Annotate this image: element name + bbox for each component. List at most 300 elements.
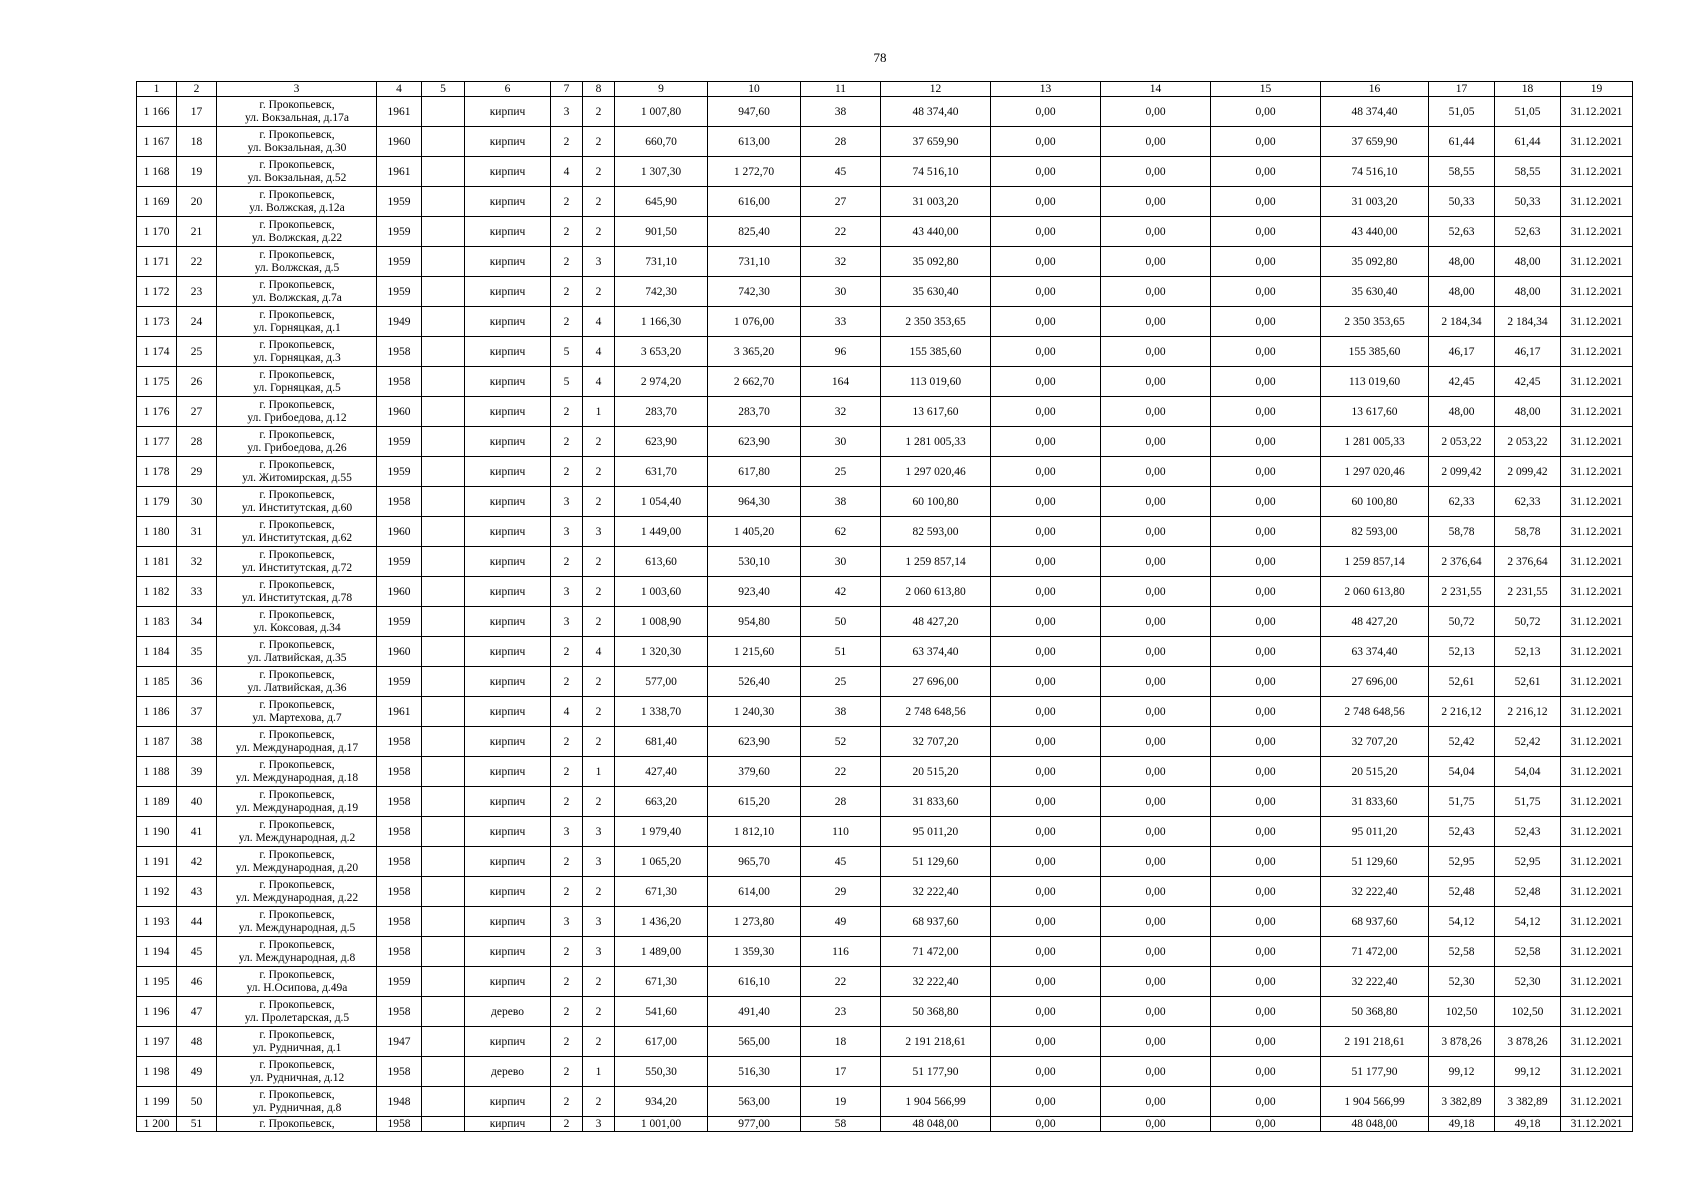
floors-cell: 2 xyxy=(551,1117,583,1132)
column-5-cell xyxy=(422,1057,465,1087)
record-number-cell: 1 190 xyxy=(137,817,177,847)
record-number-cell: 1 185 xyxy=(137,667,177,697)
address-cell xyxy=(217,547,377,577)
record-number-cell: 1 178 xyxy=(137,457,177,487)
column-15-cell: 0,00 xyxy=(1211,877,1321,907)
column-14-cell: 0,00 xyxy=(1101,187,1211,217)
local-number-cell: 29 xyxy=(177,457,217,487)
floors-cell: 3 xyxy=(551,97,583,127)
table-row xyxy=(137,187,1633,217)
wall-material-cell: дерево xyxy=(465,997,551,1027)
entrances-cell: 2 xyxy=(583,997,615,1027)
column-17-cell: 52,63 xyxy=(1429,217,1495,247)
record-number-cell: 1 175 xyxy=(137,367,177,397)
table-row xyxy=(137,307,1633,337)
total-area-cell: 1 449,00 xyxy=(615,517,708,547)
local-number-cell: 49 xyxy=(177,1057,217,1087)
column-15-cell: 0,00 xyxy=(1211,637,1321,667)
column-14-cell: 0,00 xyxy=(1101,517,1211,547)
entrances-cell: 3 xyxy=(583,847,615,877)
address-city: г. Прокопьевск, xyxy=(259,608,335,621)
column-header: 18 xyxy=(1495,82,1561,97)
completion-date-cell: 31.12.2021 xyxy=(1561,607,1633,637)
completion-date-cell: 31.12.2021 xyxy=(1561,187,1633,217)
column-15-cell: 0,00 xyxy=(1211,307,1321,337)
record-number-cell: 1 167 xyxy=(137,127,177,157)
local-number-cell: 45 xyxy=(177,937,217,967)
column-16-cell: 35 092,80 xyxy=(1321,247,1429,277)
year-built-cell: 1958 xyxy=(377,937,422,967)
entrances-cell: 2 xyxy=(583,547,615,577)
total-area-cell: 283,70 xyxy=(615,397,708,427)
local-number-cell: 19 xyxy=(177,157,217,187)
local-number-cell: 26 xyxy=(177,367,217,397)
column-17-cell: 49,18 xyxy=(1429,1117,1495,1132)
column-5-cell xyxy=(422,487,465,517)
total-area-cell: 617,00 xyxy=(615,1027,708,1057)
table-row xyxy=(137,817,1633,847)
column-5-cell xyxy=(422,697,465,727)
address-cell xyxy=(217,937,377,967)
living-area-cell: 2 662,70 xyxy=(708,367,801,397)
total-area-cell: 1 003,60 xyxy=(615,577,708,607)
column-16-cell: 71 472,00 xyxy=(1321,937,1429,967)
column-14-cell: 0,00 xyxy=(1101,847,1211,877)
address-city: г. Прокопьевск, xyxy=(259,128,335,141)
table-row xyxy=(137,277,1633,307)
column-16-cell: 2 350 353,65 xyxy=(1321,307,1429,337)
column-18-cell: 49,18 xyxy=(1495,1117,1561,1132)
address-street: ул. Институтская, д.78 xyxy=(241,591,353,604)
completion-date-cell: 31.12.2021 xyxy=(1561,247,1633,277)
table-row xyxy=(137,877,1633,907)
column-16-cell: 51 177,90 xyxy=(1321,1057,1429,1087)
entrances-cell: 3 xyxy=(583,907,615,937)
entrances-cell: 4 xyxy=(583,337,615,367)
address-street: ул. Волжская, д.22 xyxy=(251,231,343,244)
column-15-cell: 0,00 xyxy=(1211,97,1321,127)
column-16-cell: 82 593,00 xyxy=(1321,517,1429,547)
completion-date-cell: 31.12.2021 xyxy=(1561,307,1633,337)
total-area-cell: 742,30 xyxy=(615,277,708,307)
column-18-cell: 46,17 xyxy=(1495,337,1561,367)
total-area-cell: 1 979,40 xyxy=(615,817,708,847)
column-18-cell: 61,44 xyxy=(1495,127,1561,157)
column-16-cell: 2 191 218,61 xyxy=(1321,1027,1429,1057)
column-18-cell: 52,43 xyxy=(1495,817,1561,847)
column-16-cell: 13 617,60 xyxy=(1321,397,1429,427)
address-street: ул. Латвийская, д.36 xyxy=(247,681,347,694)
column-17-cell: 2 231,55 xyxy=(1429,577,1495,607)
local-number-cell: 38 xyxy=(177,727,217,757)
column-17-cell: 48,00 xyxy=(1429,397,1495,427)
column-16-cell: 50 368,80 xyxy=(1321,997,1429,1027)
address-cell xyxy=(217,337,377,367)
completion-date-cell: 31.12.2021 xyxy=(1561,1087,1633,1117)
column-16-cell: 20 515,20 xyxy=(1321,757,1429,787)
completion-date-cell: 31.12.2021 xyxy=(1561,127,1633,157)
address-cell xyxy=(217,517,377,547)
entrances-cell: 2 xyxy=(583,97,615,127)
entrances-cell: 4 xyxy=(583,307,615,337)
year-built-cell: 1960 xyxy=(377,397,422,427)
address-street: ул. Н.Осипова, д.49а xyxy=(246,981,348,994)
address-street: ул. Волжская, д.5 xyxy=(254,261,340,274)
local-number-cell: 22 xyxy=(177,247,217,277)
living-area-cell: 615,20 xyxy=(708,787,801,817)
residents-cell: 30 xyxy=(801,547,881,577)
column-18-cell: 52,63 xyxy=(1495,217,1561,247)
column-5-cell xyxy=(422,157,465,187)
column-14-cell: 0,00 xyxy=(1101,757,1211,787)
entrances-cell: 3 xyxy=(583,1117,615,1132)
completion-date-cell: 31.12.2021 xyxy=(1561,637,1633,667)
year-built-cell: 1958 xyxy=(377,877,422,907)
total-cost-cell: 51 177,90 xyxy=(881,1057,991,1087)
column-17-cell: 2 053,22 xyxy=(1429,427,1495,457)
entrances-cell: 2 xyxy=(583,457,615,487)
column-18-cell: 2 231,55 xyxy=(1495,577,1561,607)
wall-material-cell: кирпич xyxy=(465,487,551,517)
record-number-cell: 1 172 xyxy=(137,277,177,307)
floors-cell: 2 xyxy=(551,277,583,307)
address-cell xyxy=(217,727,377,757)
year-built-cell: 1959 xyxy=(377,607,422,637)
column-16-cell: 31 003,20 xyxy=(1321,187,1429,217)
page-number: 78 xyxy=(873,50,887,65)
completion-date-cell: 31.12.2021 xyxy=(1561,97,1633,127)
column-5-cell xyxy=(422,457,465,487)
address-city: г. Прокопьевск, xyxy=(259,878,335,891)
column-13-cell: 0,00 xyxy=(991,1087,1101,1117)
floors-cell: 2 xyxy=(551,307,583,337)
column-13-cell: 0,00 xyxy=(991,637,1101,667)
floors-cell: 2 xyxy=(551,727,583,757)
wall-material-cell: кирпич xyxy=(465,667,551,697)
local-number-cell: 18 xyxy=(177,127,217,157)
floors-cell: 2 xyxy=(551,967,583,997)
column-15-cell: 0,00 xyxy=(1211,487,1321,517)
total-area-cell: 1 436,20 xyxy=(615,907,708,937)
column-16-cell: 1 297 020,46 xyxy=(1321,457,1429,487)
registry-table xyxy=(136,81,1633,1132)
residents-cell: 30 xyxy=(801,427,881,457)
record-number-cell: 1 189 xyxy=(137,787,177,817)
total-cost-cell: 82 593,00 xyxy=(881,517,991,547)
local-number-cell: 28 xyxy=(177,427,217,457)
address-street: ул. Грибоедова, д.26 xyxy=(247,441,347,454)
column-13-cell: 0,00 xyxy=(991,397,1101,427)
total-area-cell: 613,60 xyxy=(615,547,708,577)
column-18-cell: 52,58 xyxy=(1495,937,1561,967)
address-street: ул. Рудничная, д.1 xyxy=(252,1041,342,1054)
column-15-cell: 0,00 xyxy=(1211,247,1321,277)
living-area-cell: 742,30 xyxy=(708,277,801,307)
record-number-cell: 1 187 xyxy=(137,727,177,757)
column-14-cell: 0,00 xyxy=(1101,247,1211,277)
year-built-cell: 1959 xyxy=(377,217,422,247)
floors-cell: 3 xyxy=(551,577,583,607)
total-cost-cell: 2 350 353,65 xyxy=(881,307,991,337)
column-16-cell: 2 060 613,80 xyxy=(1321,577,1429,607)
address-city: г. Прокопьевск, xyxy=(259,248,335,261)
residents-cell: 22 xyxy=(801,217,881,247)
column-13-cell: 0,00 xyxy=(991,367,1101,397)
column-18-cell: 52,95 xyxy=(1495,847,1561,877)
wall-material-cell: кирпич xyxy=(465,247,551,277)
column-13-cell: 0,00 xyxy=(991,967,1101,997)
address-city: г. Прокопьевск, xyxy=(259,788,335,801)
local-number-cell: 50 xyxy=(177,1087,217,1117)
entrances-cell: 2 xyxy=(583,127,615,157)
living-area-cell: 491,40 xyxy=(708,997,801,1027)
floors-cell: 2 xyxy=(551,427,583,457)
total-cost-cell: 2 191 218,61 xyxy=(881,1027,991,1057)
entrances-cell: 3 xyxy=(583,937,615,967)
wall-material-cell: кирпич xyxy=(465,607,551,637)
column-header: 2 xyxy=(177,82,217,97)
column-5-cell xyxy=(422,97,465,127)
completion-date-cell: 31.12.2021 xyxy=(1561,727,1633,757)
total-cost-cell: 31 833,60 xyxy=(881,787,991,817)
column-17-cell: 2 184,34 xyxy=(1429,307,1495,337)
wall-material-cell: кирпич xyxy=(465,427,551,457)
wall-material-cell: кирпич xyxy=(465,1117,551,1132)
address-street: ул. Вокзальная, д.17а xyxy=(245,111,349,124)
record-number-cell: 1 191 xyxy=(137,847,177,877)
column-14-cell: 0,00 xyxy=(1101,367,1211,397)
address-city: г. Прокопьевск, xyxy=(259,548,335,561)
total-cost-cell: 32 222,40 xyxy=(881,877,991,907)
column-17-cell: 2 216,12 xyxy=(1429,697,1495,727)
residents-cell: 33 xyxy=(801,307,881,337)
column-5-cell xyxy=(422,997,465,1027)
floors-cell: 2 xyxy=(551,757,583,787)
total-cost-cell: 27 696,00 xyxy=(881,667,991,697)
column-18-cell: 48,00 xyxy=(1495,277,1561,307)
year-built-cell: 1958 xyxy=(377,487,422,517)
column-5-cell xyxy=(422,877,465,907)
total-area-cell: 1 307,30 xyxy=(615,157,708,187)
column-14-cell: 0,00 xyxy=(1101,217,1211,247)
entrances-cell: 3 xyxy=(583,247,615,277)
record-number-cell: 1 197 xyxy=(137,1027,177,1057)
year-built-cell: 1958 xyxy=(377,727,422,757)
column-17-cell: 51,05 xyxy=(1429,97,1495,127)
column-17-cell: 52,13 xyxy=(1429,637,1495,667)
address-street: ул. Международная, д.18 xyxy=(235,771,359,784)
wall-material-cell: кирпич xyxy=(465,547,551,577)
year-built-cell: 1958 xyxy=(377,847,422,877)
floors-cell: 2 xyxy=(551,787,583,817)
year-built-cell: 1958 xyxy=(377,367,422,397)
total-cost-cell: 43 440,00 xyxy=(881,217,991,247)
wall-material-cell: кирпич xyxy=(465,787,551,817)
column-15-cell: 0,00 xyxy=(1211,697,1321,727)
entrances-cell: 2 xyxy=(583,607,615,637)
completion-date-cell: 31.12.2021 xyxy=(1561,937,1633,967)
column-5-cell xyxy=(422,307,465,337)
column-15-cell: 0,00 xyxy=(1211,1027,1321,1057)
address-cell xyxy=(217,367,377,397)
completion-date-cell: 31.12.2021 xyxy=(1561,277,1633,307)
wall-material-cell: кирпич xyxy=(465,307,551,337)
total-area-cell: 1 054,40 xyxy=(615,487,708,517)
completion-date-cell: 31.12.2021 xyxy=(1561,907,1633,937)
floors-cell: 2 xyxy=(551,1027,583,1057)
local-number-cell: 47 xyxy=(177,997,217,1027)
year-built-cell: 1949 xyxy=(377,307,422,337)
column-16-cell: 48 374,40 xyxy=(1321,97,1429,127)
column-17-cell: 46,17 xyxy=(1429,337,1495,367)
column-18-cell: 2 053,22 xyxy=(1495,427,1561,457)
address-city: г. Прокопьевск, xyxy=(259,968,335,981)
address-street: ул. Международная, д.20 xyxy=(235,861,359,874)
floors-cell: 3 xyxy=(551,607,583,637)
floors-cell: 2 xyxy=(551,217,583,247)
column-5-cell xyxy=(422,397,465,427)
total-area-cell: 1 007,80 xyxy=(615,97,708,127)
completion-date-cell: 31.12.2021 xyxy=(1561,397,1633,427)
local-number-cell: 42 xyxy=(177,847,217,877)
address-street: ул. Международная, д.19 xyxy=(235,801,359,814)
column-18-cell: 54,04 xyxy=(1495,757,1561,787)
address-street: ул. Мартехова, д.7 xyxy=(252,711,342,724)
address-cell xyxy=(217,247,377,277)
address-street: ул. Грибоедова, д.12 xyxy=(247,411,347,424)
column-16-cell: 51 129,60 xyxy=(1321,847,1429,877)
column-13-cell: 0,00 xyxy=(991,697,1101,727)
record-number-cell: 1 193 xyxy=(137,907,177,937)
column-17-cell: 48,00 xyxy=(1429,247,1495,277)
address-city: г. Прокопьевск, xyxy=(259,908,335,921)
floors-cell: 4 xyxy=(551,697,583,727)
address-cell xyxy=(217,997,377,1027)
address-city: г. Прокопьевск, xyxy=(259,368,335,381)
total-cost-cell: 68 937,60 xyxy=(881,907,991,937)
entrances-cell: 2 xyxy=(583,217,615,247)
year-built-cell: 1958 xyxy=(377,997,422,1027)
column-5-cell xyxy=(422,817,465,847)
record-number-cell: 1 170 xyxy=(137,217,177,247)
table-row xyxy=(137,127,1633,157)
floors-cell: 2 xyxy=(551,397,583,427)
column-17-cell: 52,42 xyxy=(1429,727,1495,757)
completion-date-cell: 31.12.2021 xyxy=(1561,877,1633,907)
column-5-cell xyxy=(422,667,465,697)
column-13-cell: 0,00 xyxy=(991,427,1101,457)
column-14-cell: 0,00 xyxy=(1101,277,1211,307)
address-city: г. Прокопьевск, xyxy=(259,758,335,771)
total-cost-cell: 51 129,60 xyxy=(881,847,991,877)
table-body xyxy=(137,97,1633,1132)
column-5-cell xyxy=(422,607,465,637)
floors-cell: 2 xyxy=(551,997,583,1027)
column-16-cell: 32 707,20 xyxy=(1321,727,1429,757)
column-16-cell: 43 440,00 xyxy=(1321,217,1429,247)
table-row xyxy=(137,847,1633,877)
column-5-cell xyxy=(422,247,465,277)
column-13-cell: 0,00 xyxy=(991,1117,1101,1132)
local-number-cell: 21 xyxy=(177,217,217,247)
column-13-cell: 0,00 xyxy=(991,607,1101,637)
completion-date-cell: 31.12.2021 xyxy=(1561,337,1633,367)
column-15-cell: 0,00 xyxy=(1211,517,1321,547)
local-number-cell: 39 xyxy=(177,757,217,787)
entrances-cell: 2 xyxy=(583,1087,615,1117)
column-17-cell: 52,48 xyxy=(1429,877,1495,907)
record-number-cell: 1 196 xyxy=(137,997,177,1027)
residents-cell: 96 xyxy=(801,337,881,367)
column-5-cell xyxy=(422,577,465,607)
address-city: г. Прокопьевск, xyxy=(259,488,335,501)
column-14-cell: 0,00 xyxy=(1101,1087,1211,1117)
column-header: 9 xyxy=(615,82,708,97)
floors-cell: 2 xyxy=(551,547,583,577)
table-row xyxy=(137,1027,1633,1057)
table-row xyxy=(137,577,1633,607)
column-5-cell xyxy=(422,127,465,157)
address-cell xyxy=(217,637,377,667)
column-13-cell: 0,00 xyxy=(991,247,1101,277)
total-area-cell: 631,70 xyxy=(615,457,708,487)
living-area-cell: 1 273,80 xyxy=(708,907,801,937)
local-number-cell: 43 xyxy=(177,877,217,907)
address-city: г. Прокопьевск, xyxy=(259,278,335,291)
column-14-cell: 0,00 xyxy=(1101,877,1211,907)
column-header: 3 xyxy=(217,82,377,97)
address-cell xyxy=(217,397,377,427)
total-cost-cell: 2 748 648,56 xyxy=(881,697,991,727)
entrances-cell: 3 xyxy=(583,817,615,847)
column-14-cell: 0,00 xyxy=(1101,577,1211,607)
column-17-cell: 52,95 xyxy=(1429,847,1495,877)
total-area-cell: 2 974,20 xyxy=(615,367,708,397)
address-city: г. Прокопьевск, xyxy=(259,218,335,231)
residents-cell: 28 xyxy=(801,127,881,157)
total-area-cell: 660,70 xyxy=(615,127,708,157)
address-street: ул. Институтская, д.62 xyxy=(241,531,353,544)
floors-cell: 5 xyxy=(551,337,583,367)
residents-cell: 62 xyxy=(801,517,881,547)
completion-date-cell: 31.12.2021 xyxy=(1561,487,1633,517)
floors-cell: 5 xyxy=(551,367,583,397)
table-row xyxy=(137,607,1633,637)
address-street: ул. Институтская, д.60 xyxy=(241,501,353,514)
total-cost-cell: 1 281 005,33 xyxy=(881,427,991,457)
column-15-cell: 0,00 xyxy=(1211,187,1321,217)
total-area-cell: 663,20 xyxy=(615,787,708,817)
total-area-cell: 671,30 xyxy=(615,877,708,907)
year-built-cell: 1961 xyxy=(377,97,422,127)
column-18-cell: 52,13 xyxy=(1495,637,1561,667)
column-17-cell: 52,43 xyxy=(1429,817,1495,847)
record-number-cell: 1 186 xyxy=(137,697,177,727)
address-city: г. Прокопьевск, xyxy=(259,848,335,861)
year-built-cell: 1958 xyxy=(377,1117,422,1132)
wall-material-cell: кирпич xyxy=(465,877,551,907)
column-17-cell: 54,04 xyxy=(1429,757,1495,787)
column-13-cell: 0,00 xyxy=(991,817,1101,847)
address-city: г. Прокопьевск, xyxy=(259,1117,335,1130)
wall-material-cell: кирпич xyxy=(465,937,551,967)
column-5-cell xyxy=(422,1027,465,1057)
wall-material-cell: кирпич xyxy=(465,697,551,727)
record-number-cell: 1 183 xyxy=(137,607,177,637)
entrances-cell: 2 xyxy=(583,487,615,517)
floors-cell: 2 xyxy=(551,1057,583,1087)
column-18-cell: 52,30 xyxy=(1495,967,1561,997)
